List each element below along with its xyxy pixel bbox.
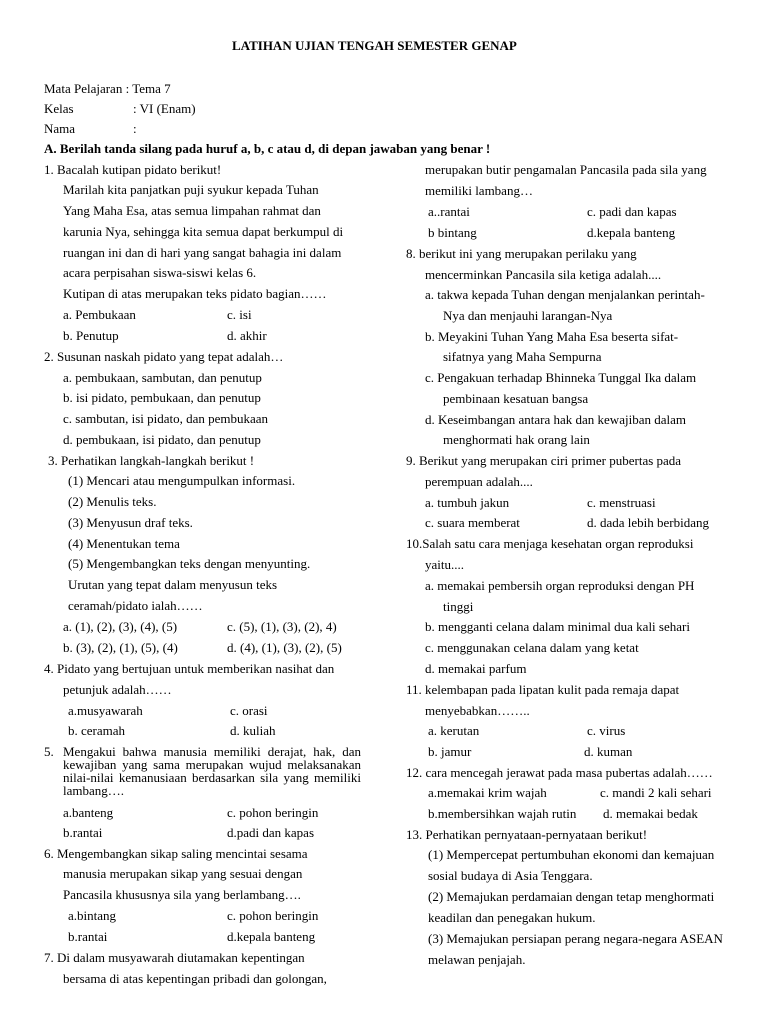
q5-question: Mengakui bahwa manusia memiliki derajat, hak, dan kewajiban yang sama merupakan wujud melaksanakan nilai-nilai kemanusiaan berdasarkan sila yang memiliki lambang…. — [63, 744, 361, 798]
q8-option-d: d. Keseimbangan antara hak dan kewajiban dalam — [425, 412, 686, 427]
q3-step: (5) Mengembangkan teks dengan menyunting. — [68, 556, 311, 571]
q1-option-c: c. isi — [227, 307, 252, 322]
q8-option-c: c. Pengakuan terhadap Bhinneka Tunggal Ika dalam — [425, 370, 697, 385]
q13-statement: melawan penjajah. — [428, 952, 526, 967]
q7-option-a: a..rantai — [428, 204, 470, 219]
q3-step: (4) Menentukan tema — [68, 536, 180, 551]
q13-statement: keadilan dan penegakan hukum. — [428, 910, 596, 925]
q1-line: Marilah kita panjatkan puji syukur kepada Tuhan — [63, 182, 319, 197]
name-label: Nama — [44, 121, 76, 136]
q3-step: (3) Menyusun draf teks. — [68, 515, 193, 530]
q1-line: Yang Maha Esa, atas semua limpahan rahmat dan — [63, 203, 321, 218]
q12-option-a: a.memakai krim wajah — [428, 785, 547, 800]
q4-option-c: c. orasi — [230, 703, 268, 718]
instruction: A. Berilah tanda silang pada huruf a, b, c atau d, di depan jawaban yang benar ! — [44, 141, 491, 156]
q4-line: 4. Pidato yang bertujuan untuk memberikan nasihat dan — [44, 661, 335, 676]
q6-line: manusia merupakan sikap yang sesuai dengan — [63, 866, 303, 881]
q8-option-b: b. Meyakini Tuhan Yang Maha Esa beserta sifat- — [425, 329, 679, 344]
q1-option-d: d. akhir — [227, 328, 267, 343]
class-label: Kelas — [44, 101, 74, 116]
q10-option-d: d. memakai parfum — [425, 661, 527, 676]
q1-line: karunia Nya, sehingga kita semua dapat berkumpul di — [63, 224, 344, 239]
q3-option-b: b. (3), (2), (1), (5), (4) — [63, 640, 178, 655]
q5-option-b: b.rantai — [63, 825, 103, 840]
q3-line: ceramah/pidato ialah…… — [68, 598, 203, 613]
q8-option-b: sifatnya yang Maha Sempurna — [443, 349, 602, 364]
q7-line: merupakan butir pengamalan Pancasila pada sila yang — [425, 162, 707, 177]
q11-option-c: c. virus — [587, 723, 626, 738]
q5-option-d: d.padi dan kapas — [227, 825, 315, 840]
q13-statement: (2) Memajukan perdamaian dengan tetap menghormati — [428, 889, 715, 904]
q2-question: 2. Susunan naskah pidato yang tepat adalah… — [44, 349, 284, 364]
q1-line: acara perpisahan siswa-siswi kelas 6. — [63, 265, 257, 280]
q7-option-d: d.kepala banteng — [587, 225, 676, 240]
q11-option-d: d. kuman — [584, 744, 633, 759]
q7-line: memiliki lambang… — [425, 183, 533, 198]
q12-option-c: c. mandi 2 kali sehari — [600, 785, 712, 800]
q10-line: yaitu.... — [425, 557, 464, 572]
q9-option-d: d. dada lebih berbidang — [587, 515, 710, 530]
q9-option-c: c. menstruasi — [587, 495, 656, 510]
q6-option-d: d.kepala banteng — [227, 929, 316, 944]
q7-option-c: c. padi dan kapas — [587, 204, 677, 219]
q13-statement: (1) Mempercepat pertumbuhan ekonomi dan kemajuan — [428, 847, 715, 862]
q8-option-c: pembinaan kesatuan bangsa — [443, 391, 589, 406]
q3-step: (1) Mencari atau mengumpulkan informasi. — [68, 473, 296, 488]
q6-option-c: c. pohon beringin — [227, 908, 319, 923]
q8-option-a: Nya dan menjauhi larangan-Nya — [443, 308, 613, 323]
q11-option-a: a. kerutan — [428, 723, 480, 738]
class-value: : VI (Enam) — [133, 101, 196, 116]
q5-option-c: c. pohon beringin — [227, 805, 319, 820]
q7-option-b: b bintang — [428, 225, 477, 240]
q6-option-a: a.bintang — [68, 908, 117, 923]
q13-line: 13. Perhatikan pernyataan-pernyataan berikut! — [406, 827, 648, 842]
q10-option-b: b. mengganti celana dalam minimal dua kali sehari — [425, 619, 690, 634]
q1-option-b: b. Penutup — [63, 328, 119, 343]
q4-option-a: a.musyawarah — [68, 703, 143, 718]
q5-option-a: a.banteng — [63, 805, 114, 820]
q3-option-d: d. (4), (1), (3), (2), (5) — [227, 640, 342, 655]
q9-option-a: a. tumbuh jakun — [425, 495, 510, 510]
name-value: : — [133, 121, 137, 136]
q11-line: 11. kelembapan pada lipatan kulit pada remaja dapat — [406, 682, 680, 697]
q9-line: 9. Berikut yang merupakan ciri primer pubertas pada — [406, 453, 682, 468]
q2-option-b: b. isi pidato, pembukaan, dan penutup — [63, 390, 261, 405]
q6-line: Pancasila khususnya sila yang berlambang…. — [63, 887, 301, 902]
q6-option-b: b.rantai — [68, 929, 108, 944]
q6-line: 6. Mengembangkan sikap saling mencintai sesama — [44, 846, 308, 861]
q11-option-b: b. jamur — [428, 744, 472, 759]
q1-line: ruangan ini dan di hari yang sangat bahagia ini dalam — [63, 245, 342, 260]
q9-line: perempuan adalah.... — [425, 474, 533, 489]
q8-option-a: a. takwa kepada Tuhan dengan menjalankan perintah- — [425, 287, 705, 302]
q4-option-b: b. ceramah — [68, 723, 126, 738]
q11-line: menyebabkan…….. — [425, 703, 530, 718]
q12-line: 12. cara mencegah jerawat pada masa pubertas adalah…… — [406, 765, 713, 780]
q3-question: 3. Perhatikan langkah-langkah berikut ! — [48, 453, 255, 468]
q3-line: Urutan yang tepat dalam menyusun teks — [68, 577, 278, 592]
q3-step: (2) Menulis teks. — [68, 494, 157, 509]
q1-option-a: a. Pembukaan — [63, 307, 136, 322]
q3-option-c: c. (5), (1), (3), (2), 4) — [227, 619, 337, 634]
q7-line: 7. Di dalam musyawarah diutamakan kepentingan — [44, 950, 305, 965]
q8-line: 8. berikut ini yang merupakan perilaku yang — [406, 246, 637, 261]
q12-option-d: d. memakai bedak — [603, 806, 698, 821]
q1-line: 1. Bacalah kutipan pidato berikut! — [44, 162, 222, 177]
q10-option-a: tinggi — [443, 599, 474, 614]
q7-line: bersama di atas kepentingan pribadi dan golongan, — [63, 971, 327, 986]
q8-line: mencerminkan Pancasila sila ketiga adalah.... — [425, 267, 662, 282]
q12-option-b: b.membersihkan wajah rutin — [428, 806, 577, 821]
q3-option-a: a. (1), (2), (3), (4), (5) — [63, 619, 178, 634]
page-title: LATIHAN UJIAN TENGAH SEMESTER GENAP — [232, 38, 517, 53]
q5-number: 5. — [44, 744, 54, 759]
q10-line: 10.Salah satu cara menjaga kesehatan organ reproduksi — [406, 536, 694, 551]
q13-statement: sosial budaya di Asia Tenggara. — [428, 868, 593, 883]
q9-option-b: c. suara memberat — [425, 515, 520, 530]
q13-statement: (3) Memajukan persiapan perang negara-negara ASEAN — [428, 931, 723, 946]
q4-line: petunjuk adalah…… — [63, 682, 172, 697]
q4-option-d: d. kuliah — [230, 723, 276, 738]
q2-option-d: d. pembukaan, isi pidato, dan penutup — [63, 432, 261, 447]
q2-option-a: a. pembukaan, sambutan, dan penutup — [63, 370, 262, 385]
subject-line: Mata Pelajaran : Tema 7 — [44, 81, 171, 96]
q10-option-a: a. memakai pembersih organ reproduksi dengan PH — [425, 578, 695, 593]
q10-option-c: c. menggunakan celana dalam yang ketat — [425, 640, 639, 655]
q1-line: Kutipan di atas merupakan teks pidato bagian…… — [63, 286, 327, 301]
q2-option-c: c. sambutan, isi pidato, dan pembukaan — [63, 411, 269, 426]
q8-option-d: menghormati hak orang lain — [443, 432, 590, 447]
